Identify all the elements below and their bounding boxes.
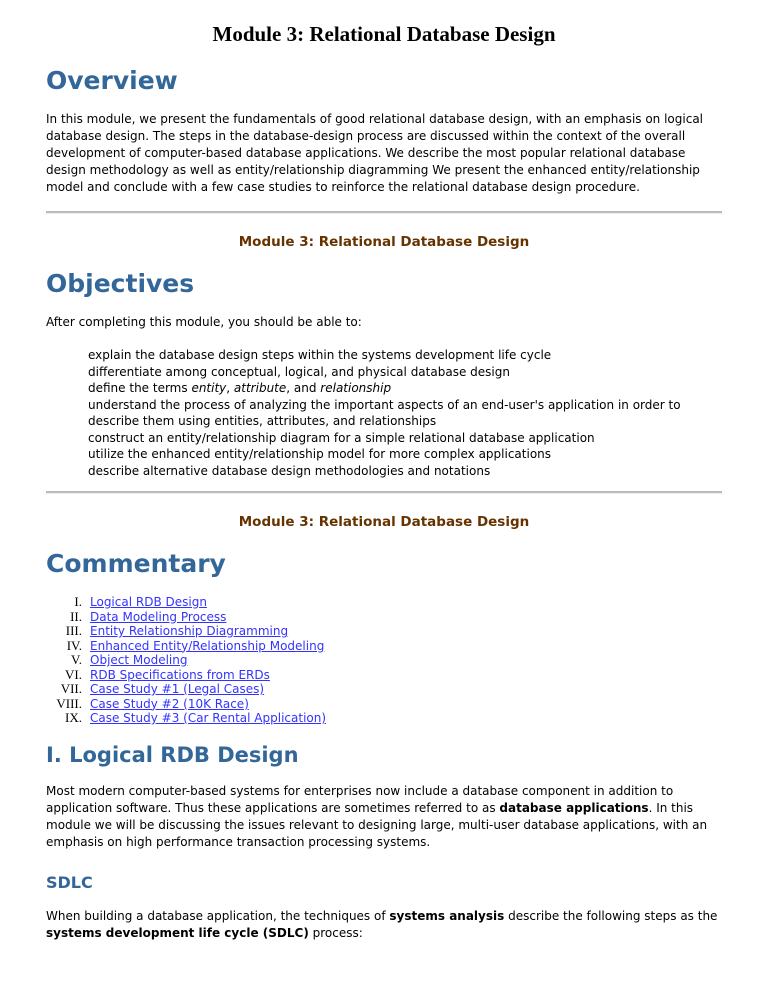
toc-item: IX. Case Study #3 (Car Rental Application): [65, 710, 327, 725]
section-text: Most modern computer-based systems for enterprises now include a database component in addition to application software. Thus these applications are sometimes referred to as database applications. In this module we will be discussing the issues relevant to designing large, multi-user database applications, with an emphasis on high performance transaction processing systems.: [46, 783, 708, 849]
section-heading: I. Logical RDB Design: [46, 742, 299, 767]
objective-item: define the terms entity, attribute, and relationship: [88, 381, 392, 395]
objective-item: utilize the enhanced entity/relationship model for more complex applications: [88, 447, 552, 461]
objectives-heading: Objectives: [46, 269, 195, 298]
commentary-toc: [46, 595, 722, 726]
toc-item: III. Entity Relationship Diagramming: [65, 623, 289, 638]
objectives-intro: After completing this module, you should be able to:: [46, 315, 362, 329]
sdlc-heading: SDLC: [46, 872, 93, 892]
objective-item: construct an entity/relationship diagram for a simple relational database application: [88, 430, 595, 445]
module-label: Module 3: Relational Database Design: [238, 234, 530, 250]
objective-item: describe alternative database design methodologies and notations: [88, 463, 491, 478]
objective-item: understand the process of analyzing the important aspects of an end-user's application in order to describe them using entities, attributes, and relationships: [88, 397, 681, 428]
toc-link[interactable]: Logical RDB Design: [90, 595, 207, 609]
toc-link[interactable]: Object Modeling: [90, 653, 188, 667]
toc-link[interactable]: Entity Relationship Diagramming: [90, 624, 289, 638]
toc-item: II. Data Modeling Process: [70, 608, 227, 624]
overview-text: In this module, we present the fundamentals of good relational database design, with an emphasis on logical database design. The steps in the database-design process are discussed within the context of the overall development of computer-based database applications. We describe the most popular relational database design methodology as well as entity/relationship diagramming We present the enhanced entity/relationship model and conclude with a few case studies to reinforce the relational database design procedure.: [46, 112, 704, 194]
module-label: Module 3: Relational Database Design: [238, 514, 530, 530]
divider: [46, 491, 722, 494]
toc-item: VII. Case Study #1 (Legal Cases): [60, 681, 265, 696]
commentary-heading: Commentary: [46, 549, 226, 578]
toc-link[interactable]: Data Modeling Process: [90, 609, 227, 624]
toc-item: V. Object Modeling: [71, 652, 188, 667]
sdlc-text: When building a database application, the techniques of systems analysis describe the following steps as the systems development life cycle (SDLC) process:: [46, 908, 718, 940]
objectives-list: [88, 347, 708, 479]
toc-link[interactable]: RDB Specifications from ERDs: [90, 667, 270, 682]
toc-item: VIII. Case Study #2 (10K Race): [56, 695, 249, 711]
page-title: Module 3: Relational Database Design: [212, 22, 556, 46]
toc-item: IV. Enhanced Entity/Relationship Modeling: [66, 637, 325, 653]
objective-item: differentiate among conceptual, logical, and physical database design: [88, 364, 510, 379]
toc-link[interactable]: Enhanced Entity/Relationship Modeling: [90, 638, 325, 653]
divider: [46, 211, 722, 214]
toc-link[interactable]: Case Study #2 (10K Race): [90, 696, 249, 711]
toc-link[interactable]: Case Study #1 (Legal Cases): [90, 682, 265, 696]
toc-item: I. Logical RDB Design: [74, 594, 207, 609]
objective-item: explain the database design steps within the systems development life cycle: [88, 348, 552, 362]
toc-link[interactable]: Case Study #3 (Car Rental Application): [90, 711, 327, 725]
toc-item: VI. RDB Specifications from ERDs: [65, 666, 270, 682]
overview-heading: Overview: [46, 66, 178, 95]
